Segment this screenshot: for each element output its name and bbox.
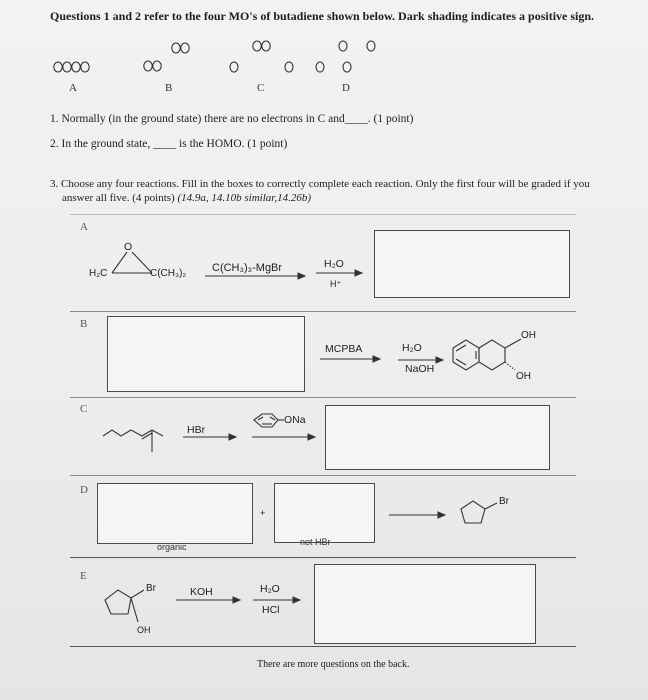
question-2-blank: ____ <box>153 138 177 150</box>
reaction-a-reagent: C(CH₃)₃-MgBr <box>212 262 283 274</box>
question-1-blank: ____ <box>344 113 368 125</box>
mo-label-c: C <box>257 82 265 94</box>
reaction-b-above: H₂O <box>402 342 422 354</box>
reaction-b-below: NaOH <box>405 363 435 375</box>
reaction-a-below: H⁺ <box>330 279 342 289</box>
reaction-e-label: E <box>80 570 87 582</box>
question-3-refs: (14.9a, 14.10b similar,14.26b) <box>177 192 311 204</box>
question-1-text: 1. Normally (in the ground state) there are no electrons in C and <box>50 113 345 125</box>
reaction-a-h2c: H₂C <box>89 268 108 279</box>
question-3-line2-text: answer all five. (4 points) <box>62 192 178 204</box>
reaction-d-note-not-hbr: not HBr <box>300 537 331 547</box>
reaction-a-above: H₂O <box>324 258 344 270</box>
reaction-b-oh-top: OH <box>521 330 536 341</box>
page-title: Questions 1 and 2 refer to the four MO's of butadiene shown below. Dark shading indicates a positive sign. <box>50 9 595 23</box>
question-2-suffix: is the HOMO. (1 point) <box>179 138 288 150</box>
reaction-d-note-organic: organic <box>157 542 187 552</box>
reaction-e-above: H₂O <box>260 583 280 595</box>
reaction-c-label: C <box>80 403 88 415</box>
reaction-a-o: O <box>124 241 133 253</box>
reaction-e-oh: OH <box>137 625 151 635</box>
reaction-a-cch3: C(CH₃)₂ <box>150 268 187 279</box>
question-1-points: . (1 point) <box>367 113 414 125</box>
reaction-e-below: HCl <box>262 604 280 616</box>
reaction-b-oh-bottom: OH <box>516 371 531 382</box>
question-2-prefix: 2. In the ground state, <box>50 138 151 150</box>
reaction-d-br: Br <box>499 496 509 507</box>
reaction-c-reagent: HBr <box>187 424 206 436</box>
question-3-line1: 3. Choose any four reactions. Fill in the boxes to correctly complete each reaction. Only the first four will be graded if you <box>50 178 590 190</box>
reaction-d-plus: + <box>260 508 266 518</box>
footer-note: There are more questions on the back. <box>257 659 410 670</box>
reaction-e-reagent: KOH <box>190 586 213 598</box>
reaction-a-label: A <box>80 221 88 233</box>
mo-label-d: D <box>342 82 350 94</box>
reaction-b-label: B <box>80 318 88 330</box>
mo-label-b: B <box>165 82 173 94</box>
reaction-b-reagent: MCPBA <box>325 343 363 355</box>
reaction-d-label: D <box>80 484 88 496</box>
reaction-e-answer-box[interactable] <box>314 564 536 644</box>
mo-label-a: A <box>69 82 77 94</box>
reaction-e-br: Br <box>146 583 156 594</box>
reaction-c-ona: ONa <box>284 414 306 426</box>
